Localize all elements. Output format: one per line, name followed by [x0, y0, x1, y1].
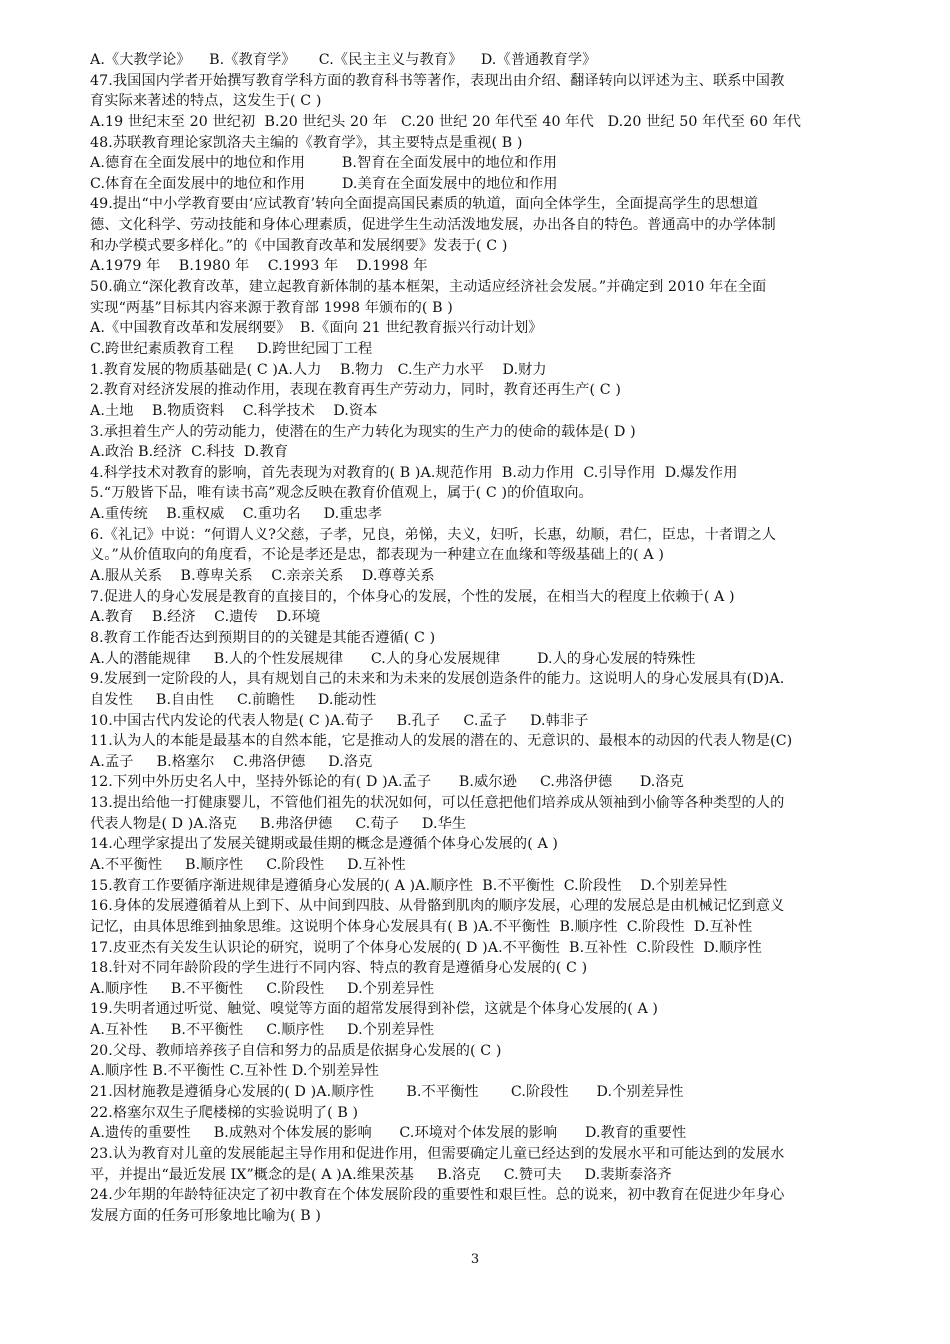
- text-line: A.遗传的重要性 B.成熟对个体发展的影响 C.环境对个体发展的影响 D.教育的重要性: [90, 1125, 687, 1142]
- text-line: 48.苏联教育理论家凯洛夫主编的《教育学》，其主要特点是重视( B ): [90, 134, 523, 151]
- text-line: 20.父母、教师培养孩子自信和努力的品质是依据身心发展的( C ): [90, 1042, 502, 1059]
- text-line: 47.我国国内学者开始撰写教育学科方面的教育科书等著作，表现出由介绍、翻译转向以评述为主、联系中国教: [90, 72, 785, 89]
- text-line: 49.提出“中小学教育要由‘应试教育’转向全面提高国民素质的轨道，面向全体学生，全面提高学生的思想道: [90, 196, 759, 213]
- text-line: 2.教育对经济发展的推动作用，表现在教育再生产劳动力，同时，教育还再生产( C ): [90, 382, 621, 399]
- text-line: 14.心理学家提出了发展关键期或最佳期的概念是遵循个体身心发展的( A ): [90, 836, 559, 853]
- text-line: A.顺序性 B.不平衡性 C.阶段性 D.个别差异性: [90, 980, 435, 997]
- text-line: 10.中国古代内发论的代表人物是( C )A.荀子 B.孔子 C.孟子 D.韩非子: [90, 712, 589, 729]
- text-line: 21.因材施教是遵循身心发展的( D )A.顺序性 B.不平衡性 C.阶段性 D.个别差异性: [90, 1084, 684, 1101]
- text-line: 15.教育工作要循序渐进规律是遵循身心发展的( A )A.顺序性 B.不平衡性 C.阶段性 D.个别差异性: [90, 877, 728, 894]
- text-line: 13.提出给他一打健康婴儿，不管他们祖先的状况如何，可以任意把他们培养成从领袖到小偷等各种类型的人的: [90, 795, 785, 812]
- text-line: 9.发展到一定阶段的人，具有规划自己的未来和为未来的发展创造条件的能力。这说明人的身心发展具有(D)A.: [90, 671, 785, 688]
- text-line: 平，并提出“最近发展 IX”概念的是( A )A.维果茨基 B.洛克 C.赞可夫 D.裴斯泰洛齐: [90, 1166, 672, 1183]
- text-line: A.重传统 B.重权威 C.重功名 D.重忠孝: [90, 506, 383, 523]
- text-line: 4.科学技术对教育的影响，首先表现为对教育的( B )A.规范作用 B.动力作用 C.引导作用 D.爆发作用: [90, 464, 738, 481]
- text-line: A.顺序性 B.不平衡性 C.互补性 D.个别差异性: [90, 1063, 379, 1080]
- text-line: 和办学模式要多样化。”的《中国教育改革和发展纲要》发表于( C ): [90, 237, 508, 254]
- text-line: 16.身体的发展遵循着从上到下、从中间到四肢、从骨骼到肌肉的顺序发展，心理的发展总是由机械记忆到意义: [90, 898, 785, 915]
- text-line: 50.确立“深化教育改革，建立起教育新体制的基本框架，主动适应经济社会发展。”并确定到 2010 年在全面: [90, 279, 767, 296]
- text-line: A.互补性 B.不平衡性 C.顺序性 D.个别差异性: [90, 1022, 435, 1039]
- text-line: A.服从关系 B.尊卑关系 C.亲亲关系 D.尊尊关系: [90, 568, 435, 585]
- text-line: A.《大教学论》 B.《教育学》 C.《民主主义与教育》 D.《普通教育学》: [90, 52, 597, 68]
- text-line: A.19 世纪末至 20 世纪初 B.20 世纪头 20 年 C.20 世纪 20 年代至 40 年代 D.20 世纪 50 年代至 60 年代: [90, 113, 802, 130]
- text-line: A.孟子 B.格塞尔 C.弗洛伊德 D.洛克: [90, 753, 373, 770]
- text-line: 自发性 B.自由性 C.前瞻性 D.能动性: [90, 691, 377, 708]
- text-line: A.《中国教育改革和发展纲要》 B.《面向 21 世纪教育振兴行动计划》: [90, 320, 543, 337]
- page-number: 3: [470, 1252, 480, 1267]
- text-line: 17.皮亚杰有关发生认识论的研究，说明了个体身心发展的( D )A.不平衡性 B.互补性 C.阶段性 D.顺序性: [90, 939, 762, 956]
- text-line: 7.促进人的身心发展是教育的直接目的，个体身心的发展，个性的发展，在相当大的程度上依赖于( A ): [90, 588, 735, 605]
- text-line: 11.认为人的本能是最基本的自然本能，它是推动人的发展的潜在的、无意识的、最根本的动因的代表人物是(C): [90, 733, 793, 750]
- question-text-body: [90, 50, 860, 1227]
- text-line: 23.认为教育对儿童的发展能起主导作用和促进作用，但需要确定儿童已经达到的发展水平和可能达到的发展水: [90, 1145, 785, 1162]
- text-line: 5.“万般皆下品，唯有读书高”观念反映在教育价值观上，属于( C )的价值取向。: [90, 485, 593, 502]
- text-line: A.政治 B.经济 C.科技 D.教育: [90, 444, 289, 461]
- text-line: 义。”从价值取向的角度看，不论是孝还是忠，都表现为一种建立在血缘和等级基础上的( A ): [90, 547, 665, 564]
- text-line: 24.少年期的年龄特征决定了初中教育在个体发展阶段的重要性和艰巨性。总的说来，初中教育在促进少年身心: [90, 1187, 785, 1204]
- text-line: 8.教育工作能否达到预期目的的关键是其能否遵循( C ): [90, 629, 436, 646]
- text-line: 19.失明者通过听觉、触觉、嗅觉等方面的超常发展得到补偿，这就是个体身心发展的( A ): [90, 1001, 659, 1018]
- text-line: A.教育 B.经济 C.遗传 D.环境: [90, 609, 321, 626]
- text-line: C.跨世纪素质教育工程 D.跨世纪园丁工程: [90, 340, 373, 357]
- text-line: A.土地 B.物质资料 C.科学技术 D.资本: [90, 402, 378, 419]
- text-line: 发展方面的任务可形象地比喻为( B ): [90, 1207, 322, 1224]
- text-line: A.1979 年 B.1980 年 C.1993 年 D.1998 年: [90, 258, 428, 275]
- text-line: 12.下列中外历史名人中，坚持外铄论的有( D )A.孟子 B.威尔逊 C.弗洛伊德 D.洛克: [90, 774, 684, 791]
- text-line: 德、文化科学、劳动技能和身体心理素质，促进学生生动活泼地发展，办出各自的特色。普通高中的办学体制: [90, 217, 776, 234]
- text-line: 3.承担着生产人的劳动能力，使潜在的生产力转化为现实的生产力的使命的载体是( D ): [90, 423, 636, 440]
- text-line: 18.针对不同年龄阶段的学生进行不同内容、特点的教育是遵循身心发展的( C ): [90, 960, 588, 977]
- text-line: 22.格塞尔双生子爬楼梯的实验说明了( B ): [90, 1104, 359, 1121]
- text-line: C.体育在全面发展中的地位和作用 D.美育在全面发展中的地位和作用: [90, 175, 558, 192]
- text-line: A.不平衡性 B.顺序性 C.阶段性 D.互补性: [90, 856, 406, 873]
- text-line: A.人的潜能规律 B.人的个性发展规律 C.人的身心发展规律 D.人的身心发展的特殊性: [90, 650, 696, 667]
- text-line: 1.教育发展的物质基础是( C )A.人力 B.物力 C.生产力水平 D.财力: [90, 361, 547, 378]
- text-line: 记忆，由具体思维到抽象思维。这说明个体身心发展具有( B )A.不平衡性 B.顺序性 C.阶段性 D.互补性: [90, 918, 753, 935]
- text-line: 6.《礼记》中说：“何谓人义?父慈，子孝，兄良，弟悌，夫义，妇听，长惠，幼顺，君仁，臣忠，十者谓之人: [90, 526, 777, 543]
- text-line: A.德育在全面发展中的地位和作用 B.智育在全面发展中的地位和作用: [90, 155, 558, 172]
- text-line: 代表人物是( D )A.洛克 B.弗洛伊德 C.荀子 D.华生: [90, 815, 467, 832]
- text-line: 实现“两基”目标其内容来源于教育部 1998 年颁布的( B ): [90, 299, 453, 316]
- text-line: 育实际来著述的特点，这发生于( C ): [90, 93, 322, 110]
